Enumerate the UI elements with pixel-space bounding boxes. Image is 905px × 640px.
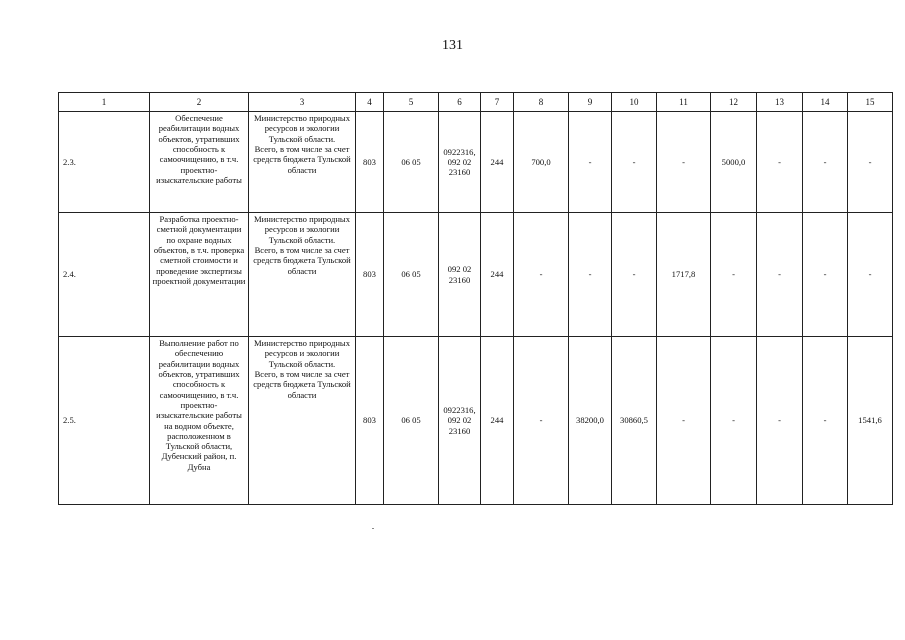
- cell-col-14: -: [803, 213, 848, 337]
- table-row: [59, 337, 893, 505]
- item-number: 2.4.: [59, 213, 150, 337]
- cell-col-12: 5000,0: [711, 112, 757, 213]
- cell-col-15: 1541,6: [848, 337, 893, 505]
- cell-col-6: 0922316, 092 02 23160: [439, 337, 481, 505]
- column-number-row: [59, 93, 893, 112]
- column-header: 14: [803, 93, 848, 112]
- column-header: 7: [481, 93, 514, 112]
- cell-col-5: 06 05: [384, 112, 439, 213]
- column-header: 1: [59, 93, 150, 112]
- cell-col-7: 244: [481, 213, 514, 337]
- cell-col-11: -: [657, 112, 711, 213]
- column-header: 6: [439, 93, 481, 112]
- column-header: 5: [384, 93, 439, 112]
- cell-col-8: -: [514, 213, 569, 337]
- cell-col-10: 30860,5: [612, 337, 657, 505]
- cell-col-9: 38200,0: [569, 337, 612, 505]
- cell-col-8: -: [514, 337, 569, 505]
- cell-col-15: -: [848, 112, 893, 213]
- item-name: Разработка проектно-сметной документации по охране водных объектов, в т.ч. проверка сметной стоимости и проведение экспертизы проектной документации: [150, 213, 249, 337]
- cell-col-4: 803: [356, 112, 384, 213]
- scan-speck: [372, 528, 374, 529]
- cell-col-12: -: [711, 337, 757, 505]
- column-header: 4: [356, 93, 384, 112]
- item-executor: Министерство природных ресурсов и экологии Тульской области. Всего, в том числе за счет средств бюджета Тульской области: [249, 112, 356, 213]
- column-header: 8: [514, 93, 569, 112]
- column-header: 12: [711, 93, 757, 112]
- column-header: 15: [848, 93, 893, 112]
- cell-col-10: -: [612, 213, 657, 337]
- cell-col-7: 244: [481, 112, 514, 213]
- table-row: [59, 112, 893, 213]
- cell-col-11: 1717,8: [657, 213, 711, 337]
- cell-col-14: -: [803, 112, 848, 213]
- cell-col-5: 06 05: [384, 337, 439, 505]
- column-header: 10: [612, 93, 657, 112]
- cell-col-9: -: [569, 112, 612, 213]
- column-header: 9: [569, 93, 612, 112]
- cell-col-8: 700,0: [514, 112, 569, 213]
- cell-col-13: -: [757, 213, 803, 337]
- cell-col-13: -: [757, 112, 803, 213]
- cell-col-7: 244: [481, 337, 514, 505]
- item-name: Обеспечение реабилитации водных объектов, утративших способность к самоочищению, в т.ч. проектно-изыскательские работы: [150, 112, 249, 213]
- cell-col-6: 0922316, 092 02 23160: [439, 112, 481, 213]
- cell-col-6: 092 02 23160: [439, 213, 481, 337]
- budget-table: [58, 92, 893, 505]
- column-header: 13: [757, 93, 803, 112]
- cell-col-5: 06 05: [384, 213, 439, 337]
- cell-col-9: -: [569, 213, 612, 337]
- item-name: Выполнение работ по обеспечению реабилитации водных объектов, утративших способность к самоочищению, в т.ч. проектно-изыскательские работы на водном объекте, расположенном в Тульской области, Дубенский район, п. Дубна: [150, 337, 249, 505]
- cell-col-14: -: [803, 337, 848, 505]
- cell-col-10: -: [612, 112, 657, 213]
- cell-col-4: 803: [356, 213, 384, 337]
- column-header: 3: [249, 93, 356, 112]
- cell-col-11: -: [657, 337, 711, 505]
- cell-col-12: -: [711, 213, 757, 337]
- item-executor: Министерство природных ресурсов и экологии Тульской области. Всего, в том числе за счет средств бюджета Тульской области: [249, 213, 356, 337]
- item-executor: Министерство природных ресурсов и экологии Тульской области. Всего, в том числе за счет средств бюджета Тульской области: [249, 337, 356, 505]
- cell-col-4: 803: [356, 337, 384, 505]
- cell-col-13: -: [757, 337, 803, 505]
- item-number: 2.5.: [59, 337, 150, 505]
- cell-col-15: -: [848, 213, 893, 337]
- page-number: 131: [442, 38, 463, 53]
- column-header: 2: [150, 93, 249, 112]
- table-row: [59, 213, 893, 337]
- item-number: 2.3.: [59, 112, 150, 213]
- column-header: 11: [657, 93, 711, 112]
